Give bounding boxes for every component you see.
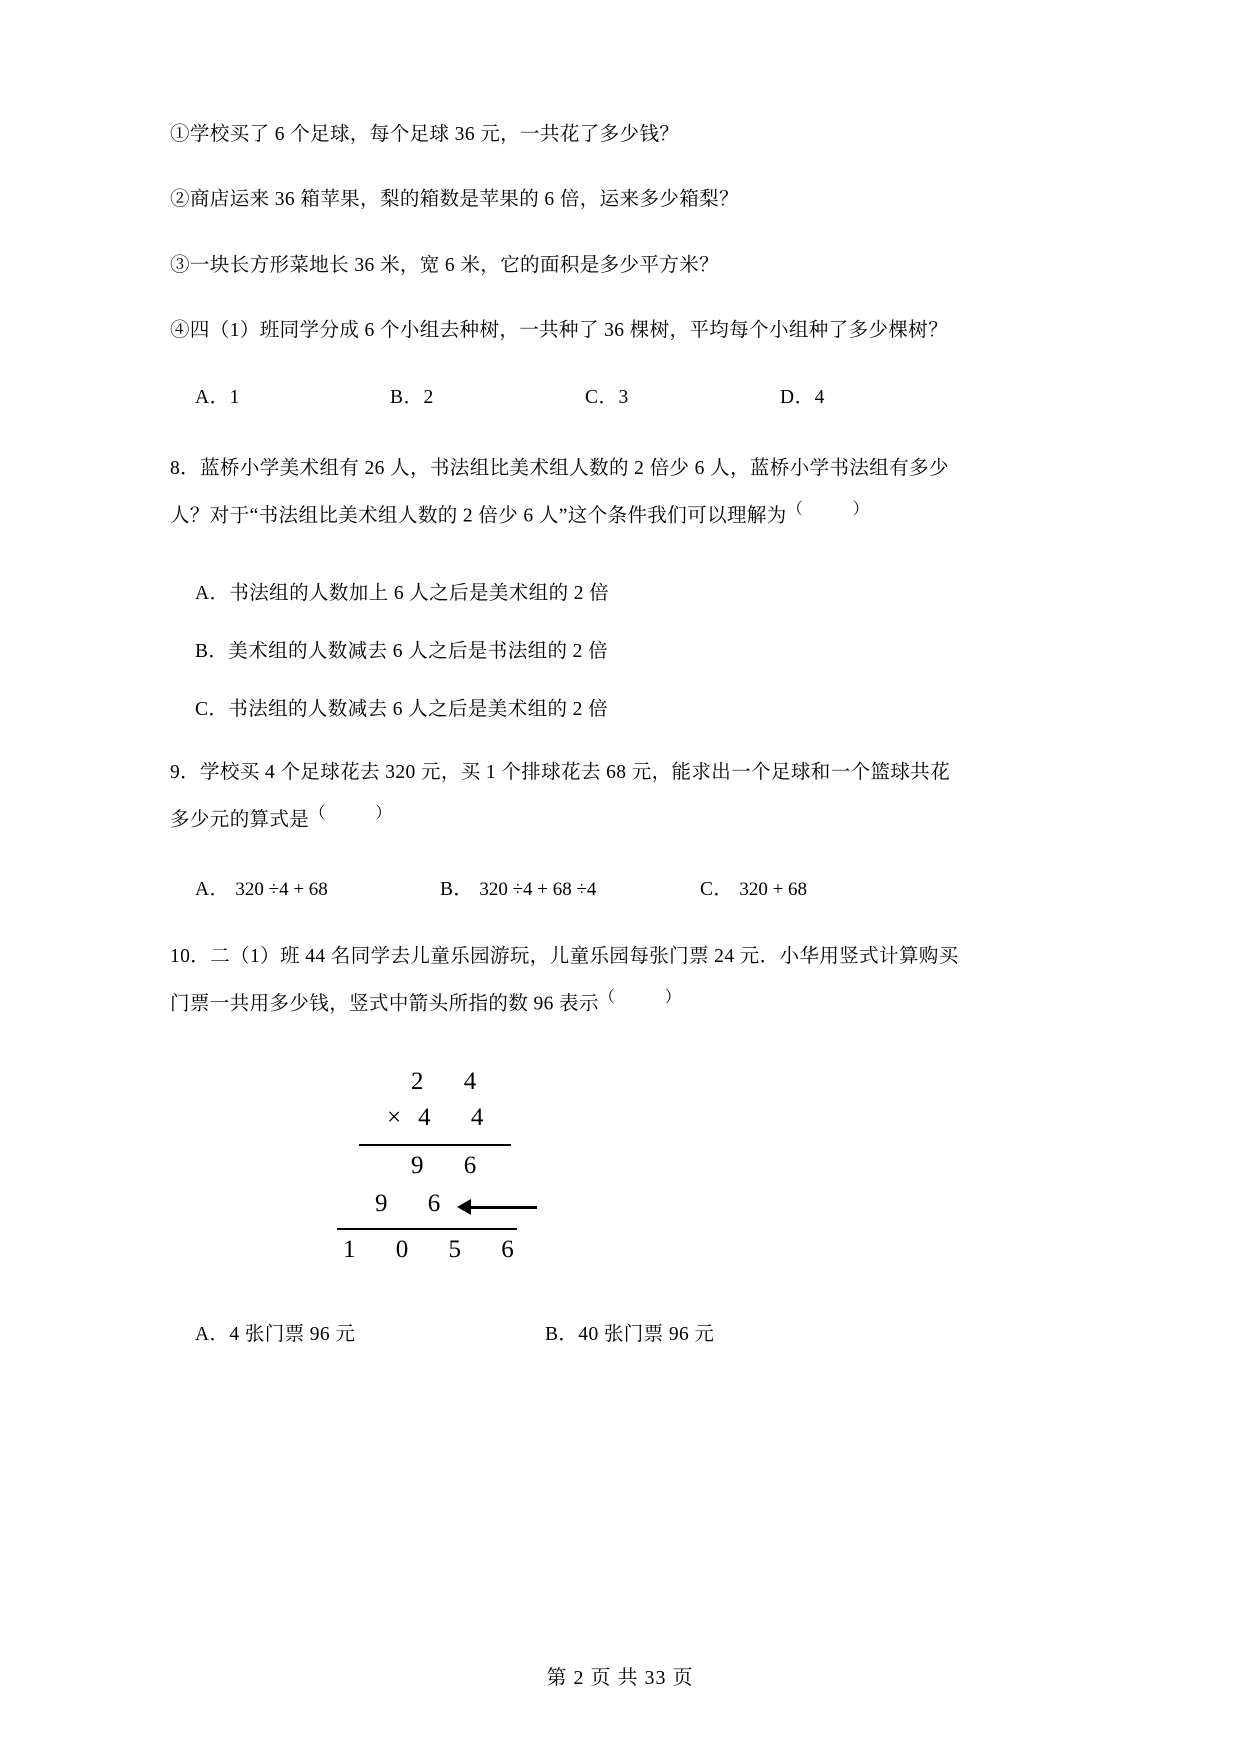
list-item: ④四（1）班同学分成 6 个小组去种树，一共种了 36 棵树，平均每个小组种了多少棵树？ [170, 319, 949, 341]
question-10-choice-a[interactable]: A．4 张门票 96 元 [195, 1323, 356, 1345]
question-9 [170, 751, 1070, 843]
question-9-choice-c[interactable] [700, 873, 807, 901]
question-8-choice-a[interactable]: A．书法组的人数加上 6 人之后是美术组的 2 倍 [195, 583, 610, 605]
question-8-choice-b[interactable]: B．美术组的人数减去 6 人之后是书法组的 2 倍 [195, 641, 609, 663]
divider [337, 1228, 517, 1230]
multiplier: ×4 4 [387, 1103, 501, 1131]
list-item: ③一块长方形菜地长 36 米，宽 6 米，它的面积是多少平方米？ [170, 254, 720, 276]
question-8 [170, 447, 1070, 539]
option-d[interactable]: D．4 [780, 387, 825, 408]
option-c[interactable]: C．3 [585, 387, 629, 408]
question-10-choice-b[interactable]: B．40 张门票 96 元 [545, 1323, 715, 1345]
question-9-line-1: 9．学校买 4 个足球花去 320 元，买 1 个排球花去 68 元，能求出一个足球和一个篮球共花 [170, 762, 951, 784]
question-8-line-2 [170, 492, 1070, 539]
choice-label: A． [195, 879, 230, 901]
product: 1 0 5 6 [343, 1235, 531, 1263]
partial-product-2: 9 6 [375, 1189, 458, 1217]
question-10-line-1: 10．二（1）班 44 名同学去儿童乐园游玩，儿童乐园每张门票 24 元．小华用竖式计算购买 [170, 946, 959, 968]
question-9-choices [170, 873, 1070, 901]
answer-blank[interactable]: （ ） [309, 805, 398, 823]
question-10-line-2 [170, 980, 1070, 1027]
options-row [170, 381, 1070, 409]
question-8-line-2-text: 人？对于“书法组比美术组人数的 2 倍少 6 人”这个条件我们可以理解为 [170, 505, 787, 527]
choice-label: C． [700, 879, 734, 901]
option-a[interactable]: A．1 [195, 387, 240, 408]
vertical-multiplication-figure [345, 1068, 605, 1268]
question-10-answers [170, 1318, 1070, 1346]
question-9-line-2 [170, 796, 1070, 843]
answer-blank[interactable]: （ ） [598, 989, 687, 1007]
list-item: ①学校买了 6 个足球，每个足球 36 元，一共花了多少钱？ [170, 124, 680, 145]
question-10-line-2-text: 门票一共用多少钱，竖式中箭头所指的数 96 表示 [170, 993, 599, 1015]
partial-product-1: 9 6 [411, 1151, 494, 1179]
choice-expression: 320 ÷4 + 68 [235, 879, 328, 901]
question-9-choice-b[interactable] [440, 873, 700, 901]
choice-label: B． [440, 879, 474, 901]
question-9-line-2-text: 多少元的算式是 [170, 809, 310, 831]
page-content [170, 120, 1070, 1346]
list-item: ②商店运来 36 箱苹果，梨的箱数是苹果的 6 倍，运来多少箱梨？ [170, 189, 739, 211]
choice-expression: 320 ÷4 + 68 ÷4 [479, 879, 597, 901]
option-b[interactable]: B．2 [390, 387, 434, 408]
choice-expression: 320 + 68 [739, 879, 808, 901]
question-8-line-1: 8．蓝桥小学美术组有 26 人，书法组比美术组人数的 2 倍少 6 人，蓝桥小学书法组有多少 [170, 458, 949, 479]
question-10 [170, 935, 1070, 1027]
question-9-choice-a[interactable] [195, 873, 440, 901]
multiplicand: 2 4 [411, 1067, 494, 1095]
divider [359, 1144, 511, 1146]
question-8-choice-c[interactable]: C．书法组的人数减去 6 人之后是美术组的 2 倍 [195, 699, 609, 721]
answer-blank[interactable]: （ ） [786, 500, 875, 518]
page-footer: 第 2 页 共 33 页 [546, 1667, 694, 1689]
